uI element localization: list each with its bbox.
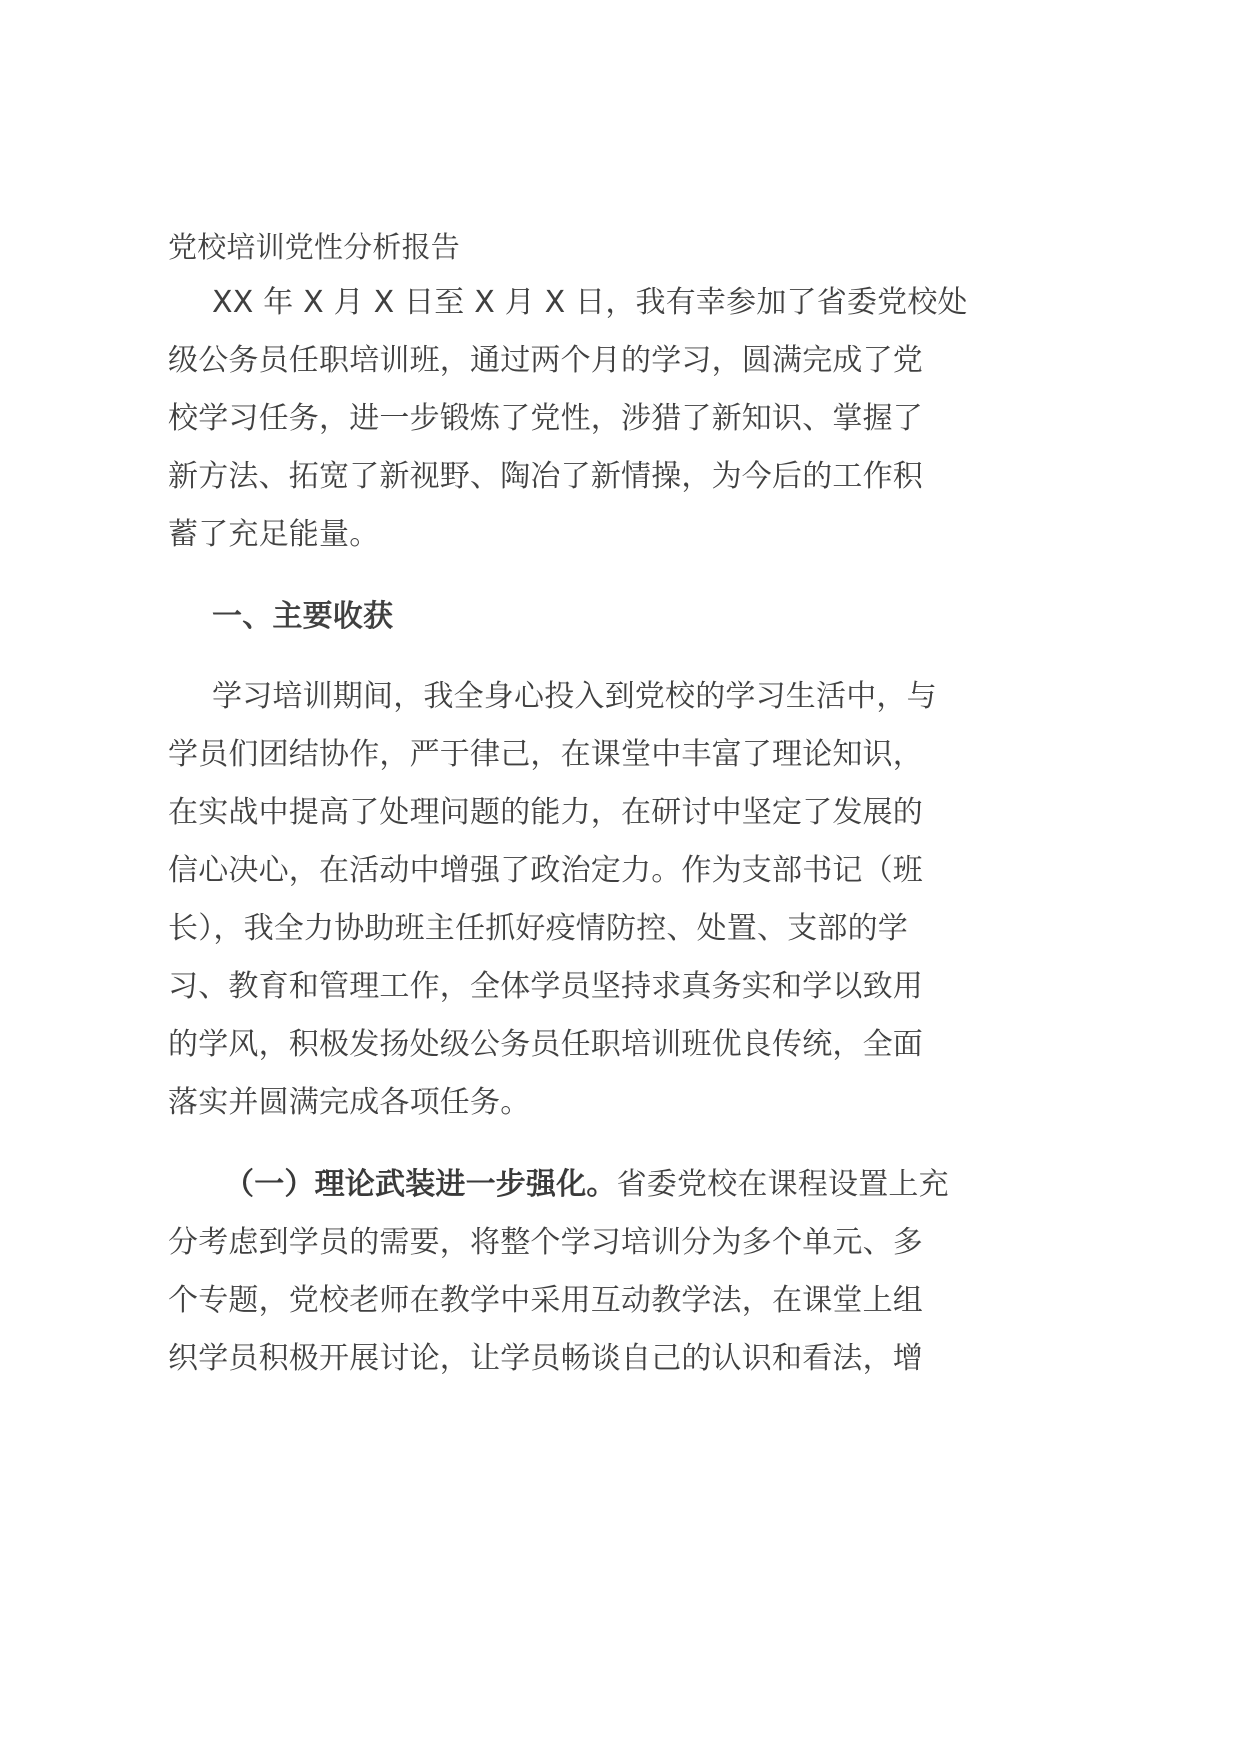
paragraph-line: 分考虑到学员的需要，将整个学习培训分为多个单元、多 [168, 1225, 923, 1260]
subsection-heading: （一）理论武装进一步强化。 [224, 1167, 617, 1202]
paragraph-line: 校学习任务，进一步锻炼了党性，涉猎了新知识、掌握了 [168, 401, 923, 436]
paragraph-line: 长），我全力协助班主任抓好疫情防控、处置、支部的学 [168, 911, 908, 946]
paragraph-line: 习、教育和管理工作，全体学员坚持求真务实和学以致用 [168, 969, 923, 1004]
paragraph-line: 学习培训期间，我全身心投入到党校的学习生活中，与 [212, 679, 937, 714]
paragraph-line: 学员们团结协作，严于律己，在课堂中丰富了理论知识， [168, 737, 923, 772]
paragraph-line: 信心决心，在活动中增强了政治定力。作为支部书记（班 [168, 853, 923, 888]
paragraph-line: 织学员积极开展讨论，让学员畅谈自己的认识和看法，增 [168, 1341, 923, 1376]
subsection-text: 省委党校在课程设置上充 [616, 1167, 949, 1202]
section-heading: 一、主要收获 [212, 599, 394, 634]
paragraph-line: XX 年 X 月 X 日至 X 月 X 日，我有幸参加了省委党校处 [212, 285, 968, 320]
paragraph-line: 在实战中提高了处理问题的能力，在研讨中坚定了发展的 [168, 795, 923, 830]
paragraph-line: 级公务员任职培训班，通过两个月的学习，圆满完成了党 [168, 343, 923, 378]
paragraph-line: 蓄了充足能量。 [168, 517, 380, 552]
paragraph-line [224, 1168, 949, 1202]
paragraph-line: 个专题，党校老师在教学中采用互动教学法，在课堂上组 [168, 1283, 923, 1318]
document-title: 党校培训党性分析报告 [168, 230, 461, 264]
paragraph-line: 落实并圆满完成各项任务。 [168, 1085, 531, 1120]
paragraph-line: 的学风，积极发扬处级公务员任职培训班优良传统，全面 [168, 1027, 923, 1062]
paragraph-line: 新方法、拓宽了新视野、陶冶了新情操，为今后的工作积 [168, 459, 923, 494]
